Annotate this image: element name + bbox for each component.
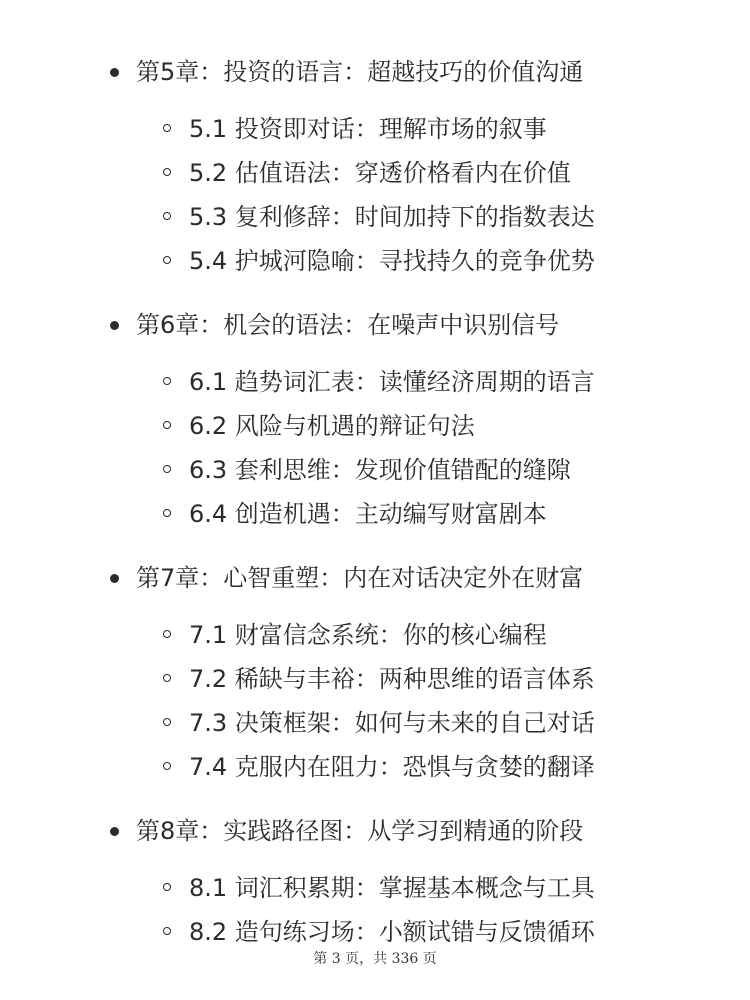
section-item xyxy=(0,404,750,448)
hollow-bullet-icon xyxy=(163,674,171,682)
hollow-bullet-icon xyxy=(163,762,171,770)
section-title: 7.2 稀缺与丰裕：两种思维的语言体系 xyxy=(189,665,595,693)
chapter-item xyxy=(0,302,750,349)
table-of-contents xyxy=(0,49,750,973)
section-item xyxy=(0,613,750,657)
section-item xyxy=(0,657,750,701)
section-item xyxy=(0,866,750,910)
chapter-item xyxy=(0,808,750,855)
section-list xyxy=(0,866,750,954)
section-title: 6.2 风险与机遇的辩证句法 xyxy=(189,412,475,440)
section-item xyxy=(0,448,750,492)
hollow-bullet-icon xyxy=(163,124,171,132)
chapter-title: 第6章：机会的语法：在噪声中识别信号 xyxy=(136,311,560,339)
section-item xyxy=(0,151,750,195)
section-title: 5.2 估值语法：穿透价格看内在价值 xyxy=(189,159,571,187)
section-title: 8.2 造句练习场：小额试错与反馈循环 xyxy=(189,918,595,946)
section-list xyxy=(0,360,750,536)
hollow-bullet-icon xyxy=(163,718,171,726)
filled-bullet-icon xyxy=(110,827,119,836)
hollow-bullet-icon xyxy=(163,421,171,429)
section-title: 8.1 词汇积累期：掌握基本概念与工具 xyxy=(189,874,595,902)
section-item xyxy=(0,239,750,283)
section-list xyxy=(0,613,750,789)
filled-bullet-icon xyxy=(110,68,119,77)
section-title: 7.1 财富信念系统：你的核心编程 xyxy=(189,621,547,649)
section-item xyxy=(0,195,750,239)
section-title: 5.1 投资即对话：理解市场的叙事 xyxy=(189,115,547,143)
hollow-bullet-icon xyxy=(163,168,171,176)
section-item xyxy=(0,360,750,404)
section-title: 7.3 决策框架：如何与未来的自己对话 xyxy=(189,709,595,737)
section-item xyxy=(0,745,750,789)
section-item xyxy=(0,701,750,745)
section-list xyxy=(0,107,750,283)
hollow-bullet-icon xyxy=(163,509,171,517)
section-title: 6.3 套利思维：发现价值错配的缝隙 xyxy=(189,456,571,484)
filled-bullet-icon xyxy=(110,321,119,330)
chapter-title: 第7章：心智重塑：内在对话决定外在财富 xyxy=(136,564,584,592)
section-title: 7.4 克服内在阻力：恐惧与贪婪的翻译 xyxy=(189,753,595,781)
filled-bullet-icon xyxy=(110,574,119,583)
hollow-bullet-icon xyxy=(163,212,171,220)
hollow-bullet-icon xyxy=(163,465,171,473)
chapter-8-block xyxy=(0,808,750,954)
page-number-footer: 第 3 页，共 336 页 xyxy=(313,951,437,967)
chapter-7-block xyxy=(0,555,750,789)
section-item xyxy=(0,107,750,151)
hollow-bullet-icon xyxy=(163,630,171,638)
chapter-5-block xyxy=(0,49,750,283)
hollow-bullet-icon xyxy=(163,927,171,935)
section-title: 6.1 趋势词汇表：读懂经济周期的语言 xyxy=(189,368,595,396)
hollow-bullet-icon xyxy=(163,377,171,385)
chapter-title: 第8章：实践路径图：从学习到精通的阶段 xyxy=(136,817,584,845)
hollow-bullet-icon xyxy=(163,256,171,264)
chapter-item xyxy=(0,49,750,96)
section-title: 6.4 创造机遇：主动编写财富剧本 xyxy=(189,500,547,528)
section-title: 5.4 护城河隐喻：寻找持久的竞争优势 xyxy=(189,247,595,275)
chapter-item xyxy=(0,555,750,602)
section-title: 5.3 复利修辞：时间加持下的指数表达 xyxy=(189,203,595,231)
chapter-title: 第5章：投资的语言：超越技巧的价值沟通 xyxy=(136,58,584,86)
section-item xyxy=(0,492,750,536)
hollow-bullet-icon xyxy=(163,883,171,891)
chapter-6-block xyxy=(0,302,750,536)
